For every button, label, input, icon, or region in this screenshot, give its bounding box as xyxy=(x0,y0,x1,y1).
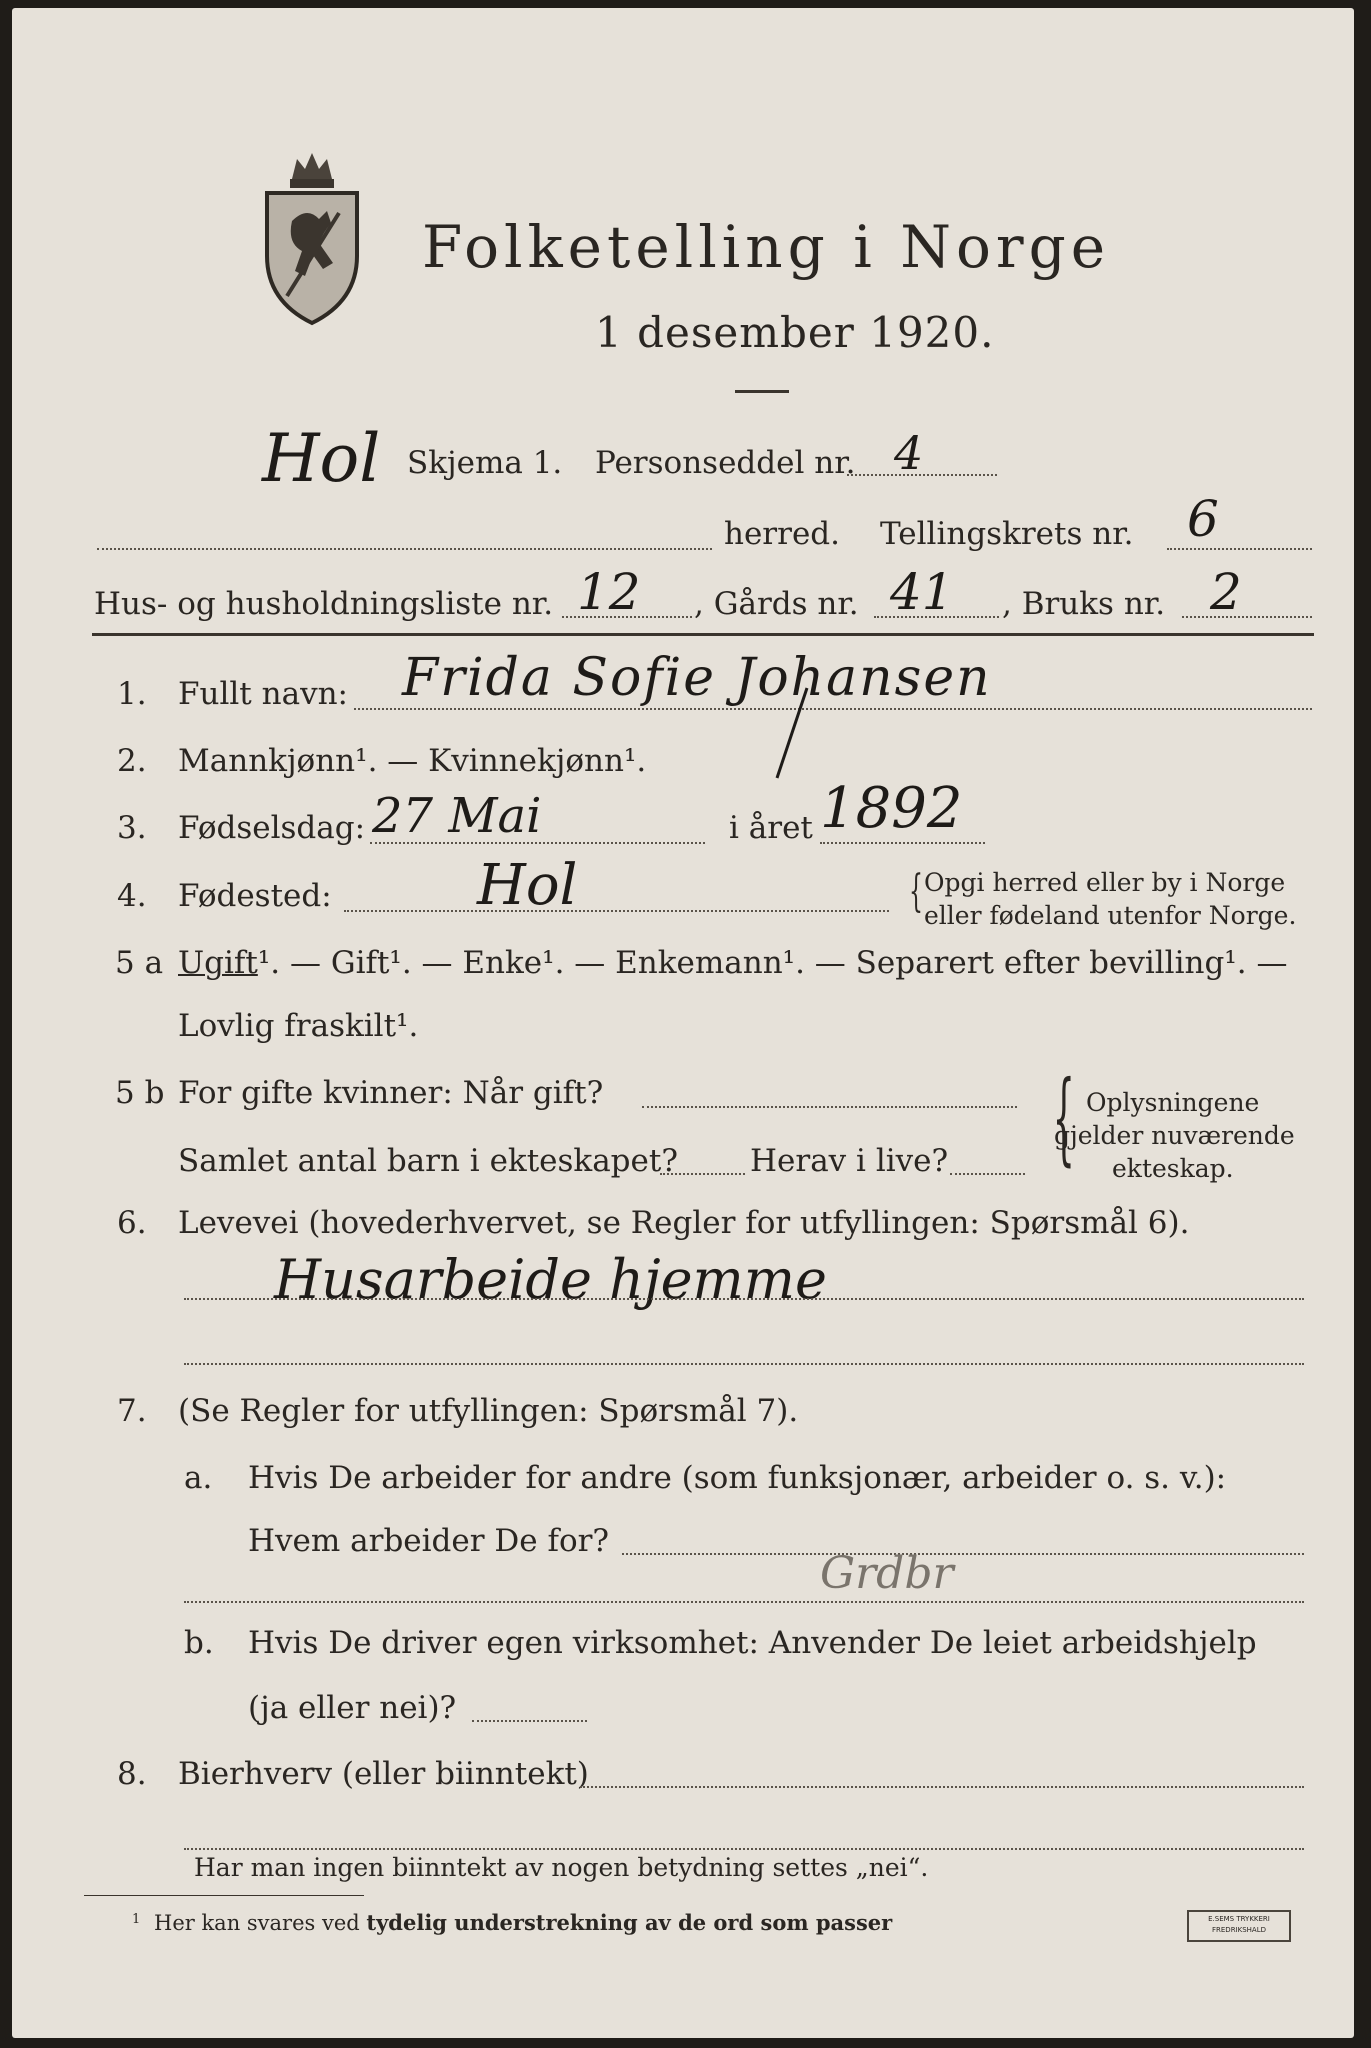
skjema-label: Skjema 1. xyxy=(407,445,563,481)
birth-date-value: 27 Mai xyxy=(372,788,542,844)
marital-status-options: ¹. — Gift¹. — Enke¹. — Enkemann¹. — Separert efter bevilling¹. — xyxy=(257,945,1288,981)
q3-number: 3. xyxy=(117,810,147,846)
footnote-text: Her kan svares ved xyxy=(154,1911,360,1935)
household-list-label: Hus- og husholdningsliste nr. xyxy=(94,586,554,622)
marital-status-ugift-underlined: Ugift xyxy=(178,945,258,981)
full-name-value: Frida Sofie Johansen xyxy=(402,648,992,708)
q7-number: 7. xyxy=(117,1393,147,1429)
q2-number: 2. xyxy=(117,743,147,779)
footnote-divider xyxy=(84,1895,364,1896)
q4-label: Fødested: xyxy=(178,878,332,914)
norwegian-coat-of-arms-icon xyxy=(257,151,367,326)
q6-label: Levevei (hovederhvervet, se Regler for utfyllingen: Spørsmål 6). xyxy=(178,1205,1190,1241)
herred-label: herred. xyxy=(724,516,840,552)
q7b-question: (ja eller nei)? xyxy=(248,1690,457,1726)
q4-note-line1: Opgi herred eller by i Norge xyxy=(924,868,1286,897)
title-divider xyxy=(735,390,789,393)
q5b-note-line1: Oplysningene xyxy=(1086,1088,1260,1117)
municipality-handwritten: Hol xyxy=(262,420,381,497)
q5a-number: 5 a xyxy=(115,945,164,981)
footnote-bold-text: tydelig understrekning av de ord som passer xyxy=(366,1910,893,1935)
q7b-letter: b. xyxy=(184,1625,214,1661)
q7-label: (Se Regler for utfyllingen: Spørsmål 7). xyxy=(178,1393,799,1429)
gender-selection-mark xyxy=(757,683,827,783)
q8-number: 8. xyxy=(117,1756,147,1792)
q4-note-brace: { xyxy=(909,866,923,917)
gards-label: , Gårds nr. xyxy=(694,586,859,622)
q7a-label: Hvis De arbeider for andre (som funksjonær, arbeider o. s. v.): xyxy=(248,1460,1227,1496)
employer-value: Grdbr xyxy=(820,1548,954,1599)
q1-number: 1. xyxy=(117,676,147,712)
tellingskrets-label: Tellingskrets nr. xyxy=(880,516,1134,552)
q5b-number: 5 b xyxy=(115,1075,165,1111)
q5b-children-label: Samlet antal barn i ekteskapet? xyxy=(178,1143,678,1179)
q3-year-label: i året xyxy=(729,810,813,846)
occupation-value: Husarbeide hjemme xyxy=(274,1248,827,1311)
birthplace-value: Hol xyxy=(477,853,578,918)
q5b-note-line2: gjelder nuværende xyxy=(1054,1121,1295,1150)
q2-label: Mannkjønn¹. — Kvinnekjønn¹. xyxy=(178,743,647,779)
q7a-letter: a. xyxy=(184,1460,213,1496)
q5b-label: For gifte kvinner: Når gift? xyxy=(178,1075,604,1111)
q1-label: Fullt navn: xyxy=(178,676,348,712)
census-date: 1 desember 1920. xyxy=(595,308,995,357)
footnote-number: 1 xyxy=(132,1912,141,1927)
q7a-question: Hvem arbeider De for? xyxy=(248,1523,610,1559)
gards-value: 41 xyxy=(890,563,954,621)
household-list-value: 12 xyxy=(577,563,641,621)
bruks-value: 2 xyxy=(1210,563,1242,621)
tellingskrets-value: 6 xyxy=(1187,490,1219,548)
printer-stamp: E.SEMS TRYKKERI FREDRIKSHALD xyxy=(1187,1910,1291,1942)
header-divider xyxy=(92,633,1314,636)
bruks-label: , Bruks nr. xyxy=(1002,586,1166,622)
q5b-note-line3: ekteskap. xyxy=(1112,1154,1234,1183)
census-form-sheet xyxy=(12,8,1354,2038)
form-title: Folketelling i Norge xyxy=(422,213,1111,281)
birth-year-value: 1892 xyxy=(820,776,963,841)
q4-note-line2: eller fødeland utenfor Norge. xyxy=(924,901,1297,930)
q7b-label: Hvis De driver egen virksomhet: Anvender De leiet arbeidshjelp xyxy=(248,1625,1257,1661)
q4-number: 4. xyxy=(117,878,147,914)
q8-label: Bierhverv (eller biinntekt) xyxy=(178,1756,589,1792)
no-side-income-note: Har man ingen biinntekt av nogen betydning settes „nei“. xyxy=(194,1853,929,1882)
q6-number: 6. xyxy=(117,1205,147,1241)
q5b-note-brace: { xyxy=(1052,1059,1075,1176)
personseddel-value: 4 xyxy=(894,426,924,480)
q3-label: Fødselsdag: xyxy=(178,810,366,846)
personseddel-label: Personseddel nr. xyxy=(595,445,856,481)
q5b-alive-label: Herav i live? xyxy=(750,1143,949,1179)
q5a-line2: Lovlig fraskilt¹. xyxy=(178,1008,419,1044)
